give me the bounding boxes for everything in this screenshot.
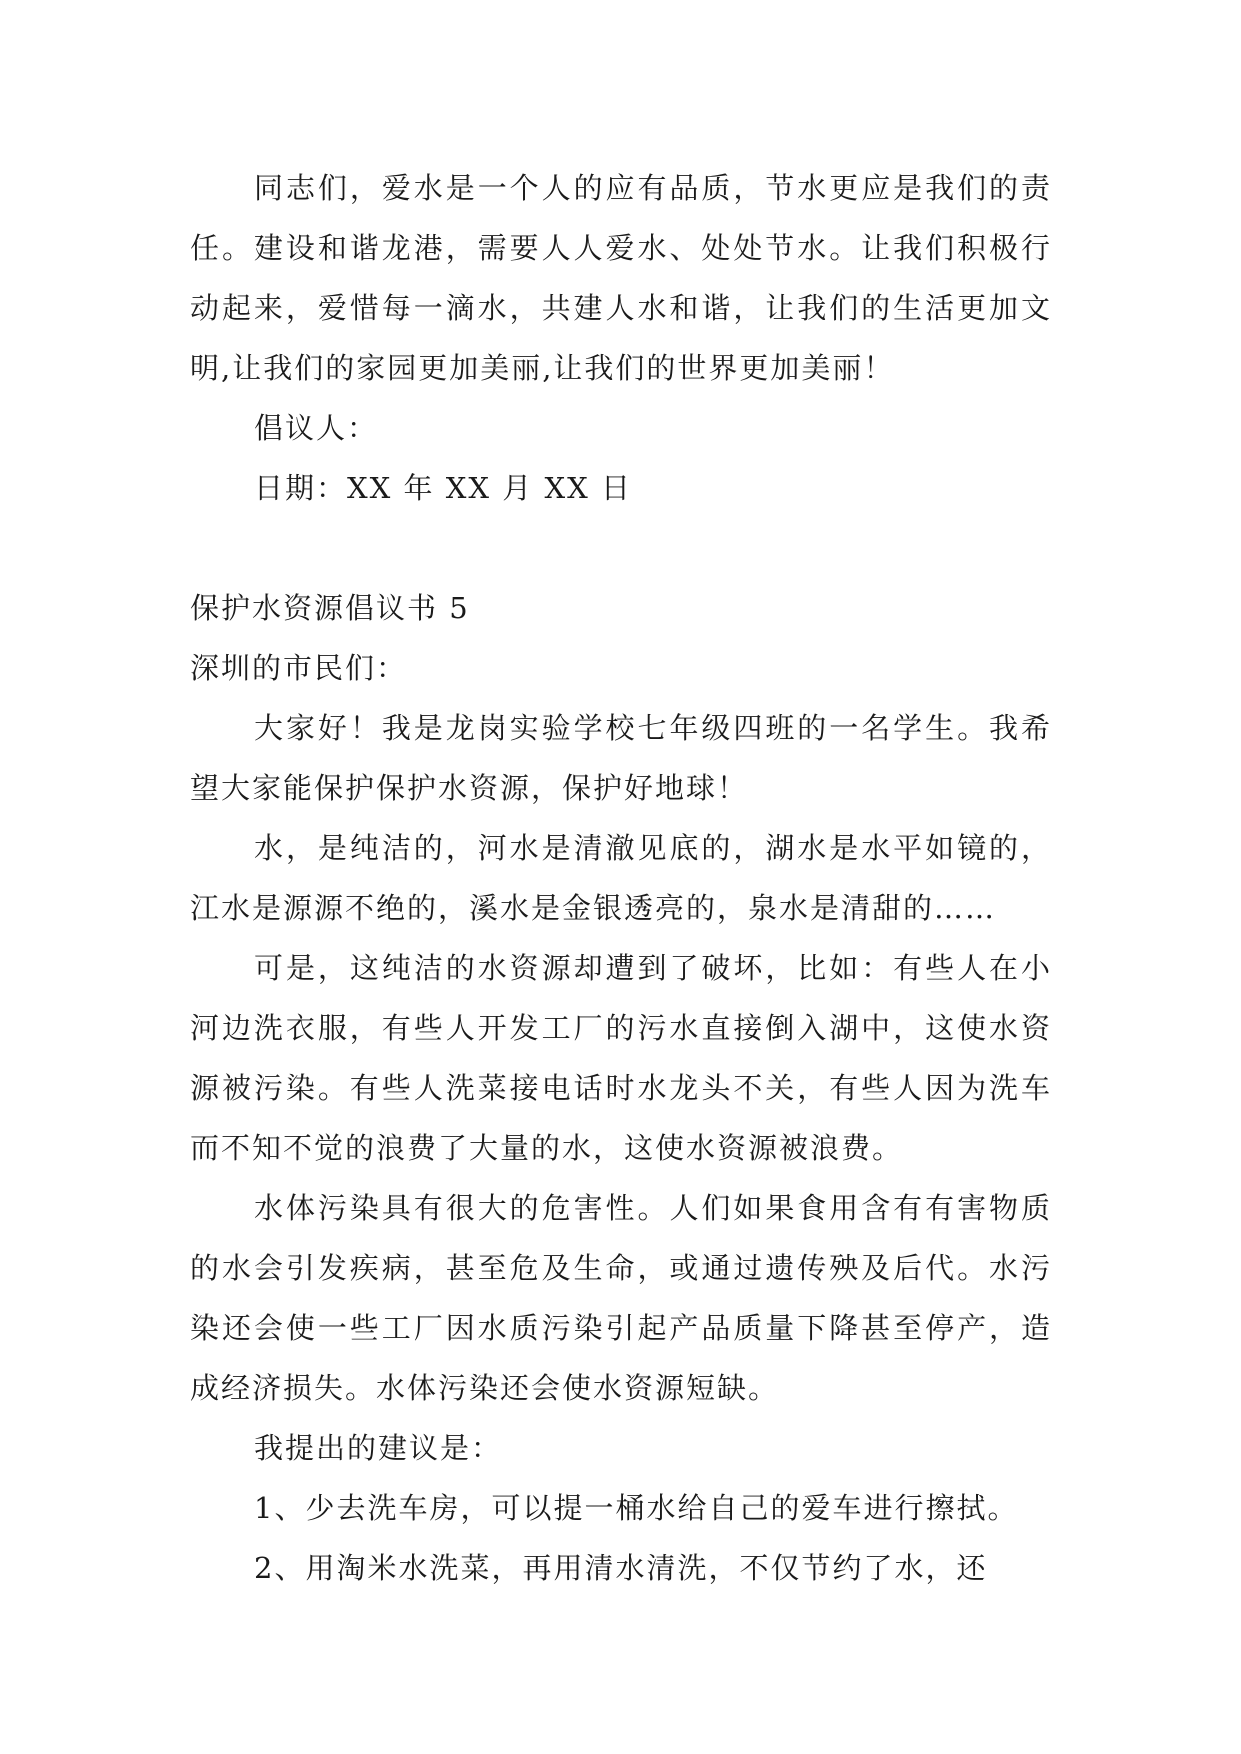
suggestion-heading: 我提出的建议是：	[254, 1431, 503, 1465]
section-title: 保护水资源倡议书 5	[190, 591, 470, 625]
date-line: 日期：XX 年 XX 月 XX 日	[254, 471, 632, 505]
salutation: 深圳的市民们：	[190, 651, 408, 685]
water-description-paragraph: 水，是纯洁的，河水是清澈见底的，湖水是水平如镜的，江水是源源不绝的，溪水是金银透亮的，泉水是清甜的……	[190, 831, 1052, 925]
suggestion-item-1: 1、少去洗车房，可以提一桶水给自己的爱车进行擦拭。	[254, 1491, 1019, 1525]
closing-paragraph: 同志们，爱水是一个人的应有品质，节水更应是我们的责任。建设和谐龙港，需要人人爱水、处处节水。让我们积极行动起来，爱惜每一滴水，共建人水和谐，让我们的生活更加文明,让我们的家园更加美丽,让我们的世界更加美丽！	[190, 171, 1052, 385]
document-body	[190, 158, 1052, 1598]
section-spacer	[190, 518, 1052, 578]
intro-paragraph: 大家好！我是龙岗实验学校七年级四班的一名学生。我希望大家能保护保护水资源，保护好地球！	[190, 711, 1052, 805]
pollution-paragraph: 可是，这纯洁的水资源却遭到了破坏，比如：有些人在小河边洗衣服，有些人开发工厂的污水直接倒入湖中，这使水资源被污染。有些人洗菜接电话时水龙头不关，有些人因为洗车而不知不觉的浪费了大量的水，这使水资源被浪费。	[190, 951, 1052, 1165]
harm-paragraph: 水体污染具有很大的危害性。人们如果食用含有有害物质的水会引发疾病，甚至危及生命，或通过遗传殃及后代。水污染还会使一些工厂因水质污染引起产品质量下降甚至停产，造成经济损失。水体污染还会使水资源短缺。	[190, 1191, 1052, 1405]
suggestion-item-2: 2、用淘米水洗菜，再用清水清洗，不仅节约了水，还	[254, 1551, 988, 1585]
proposer-line: 倡议人：	[254, 411, 379, 445]
